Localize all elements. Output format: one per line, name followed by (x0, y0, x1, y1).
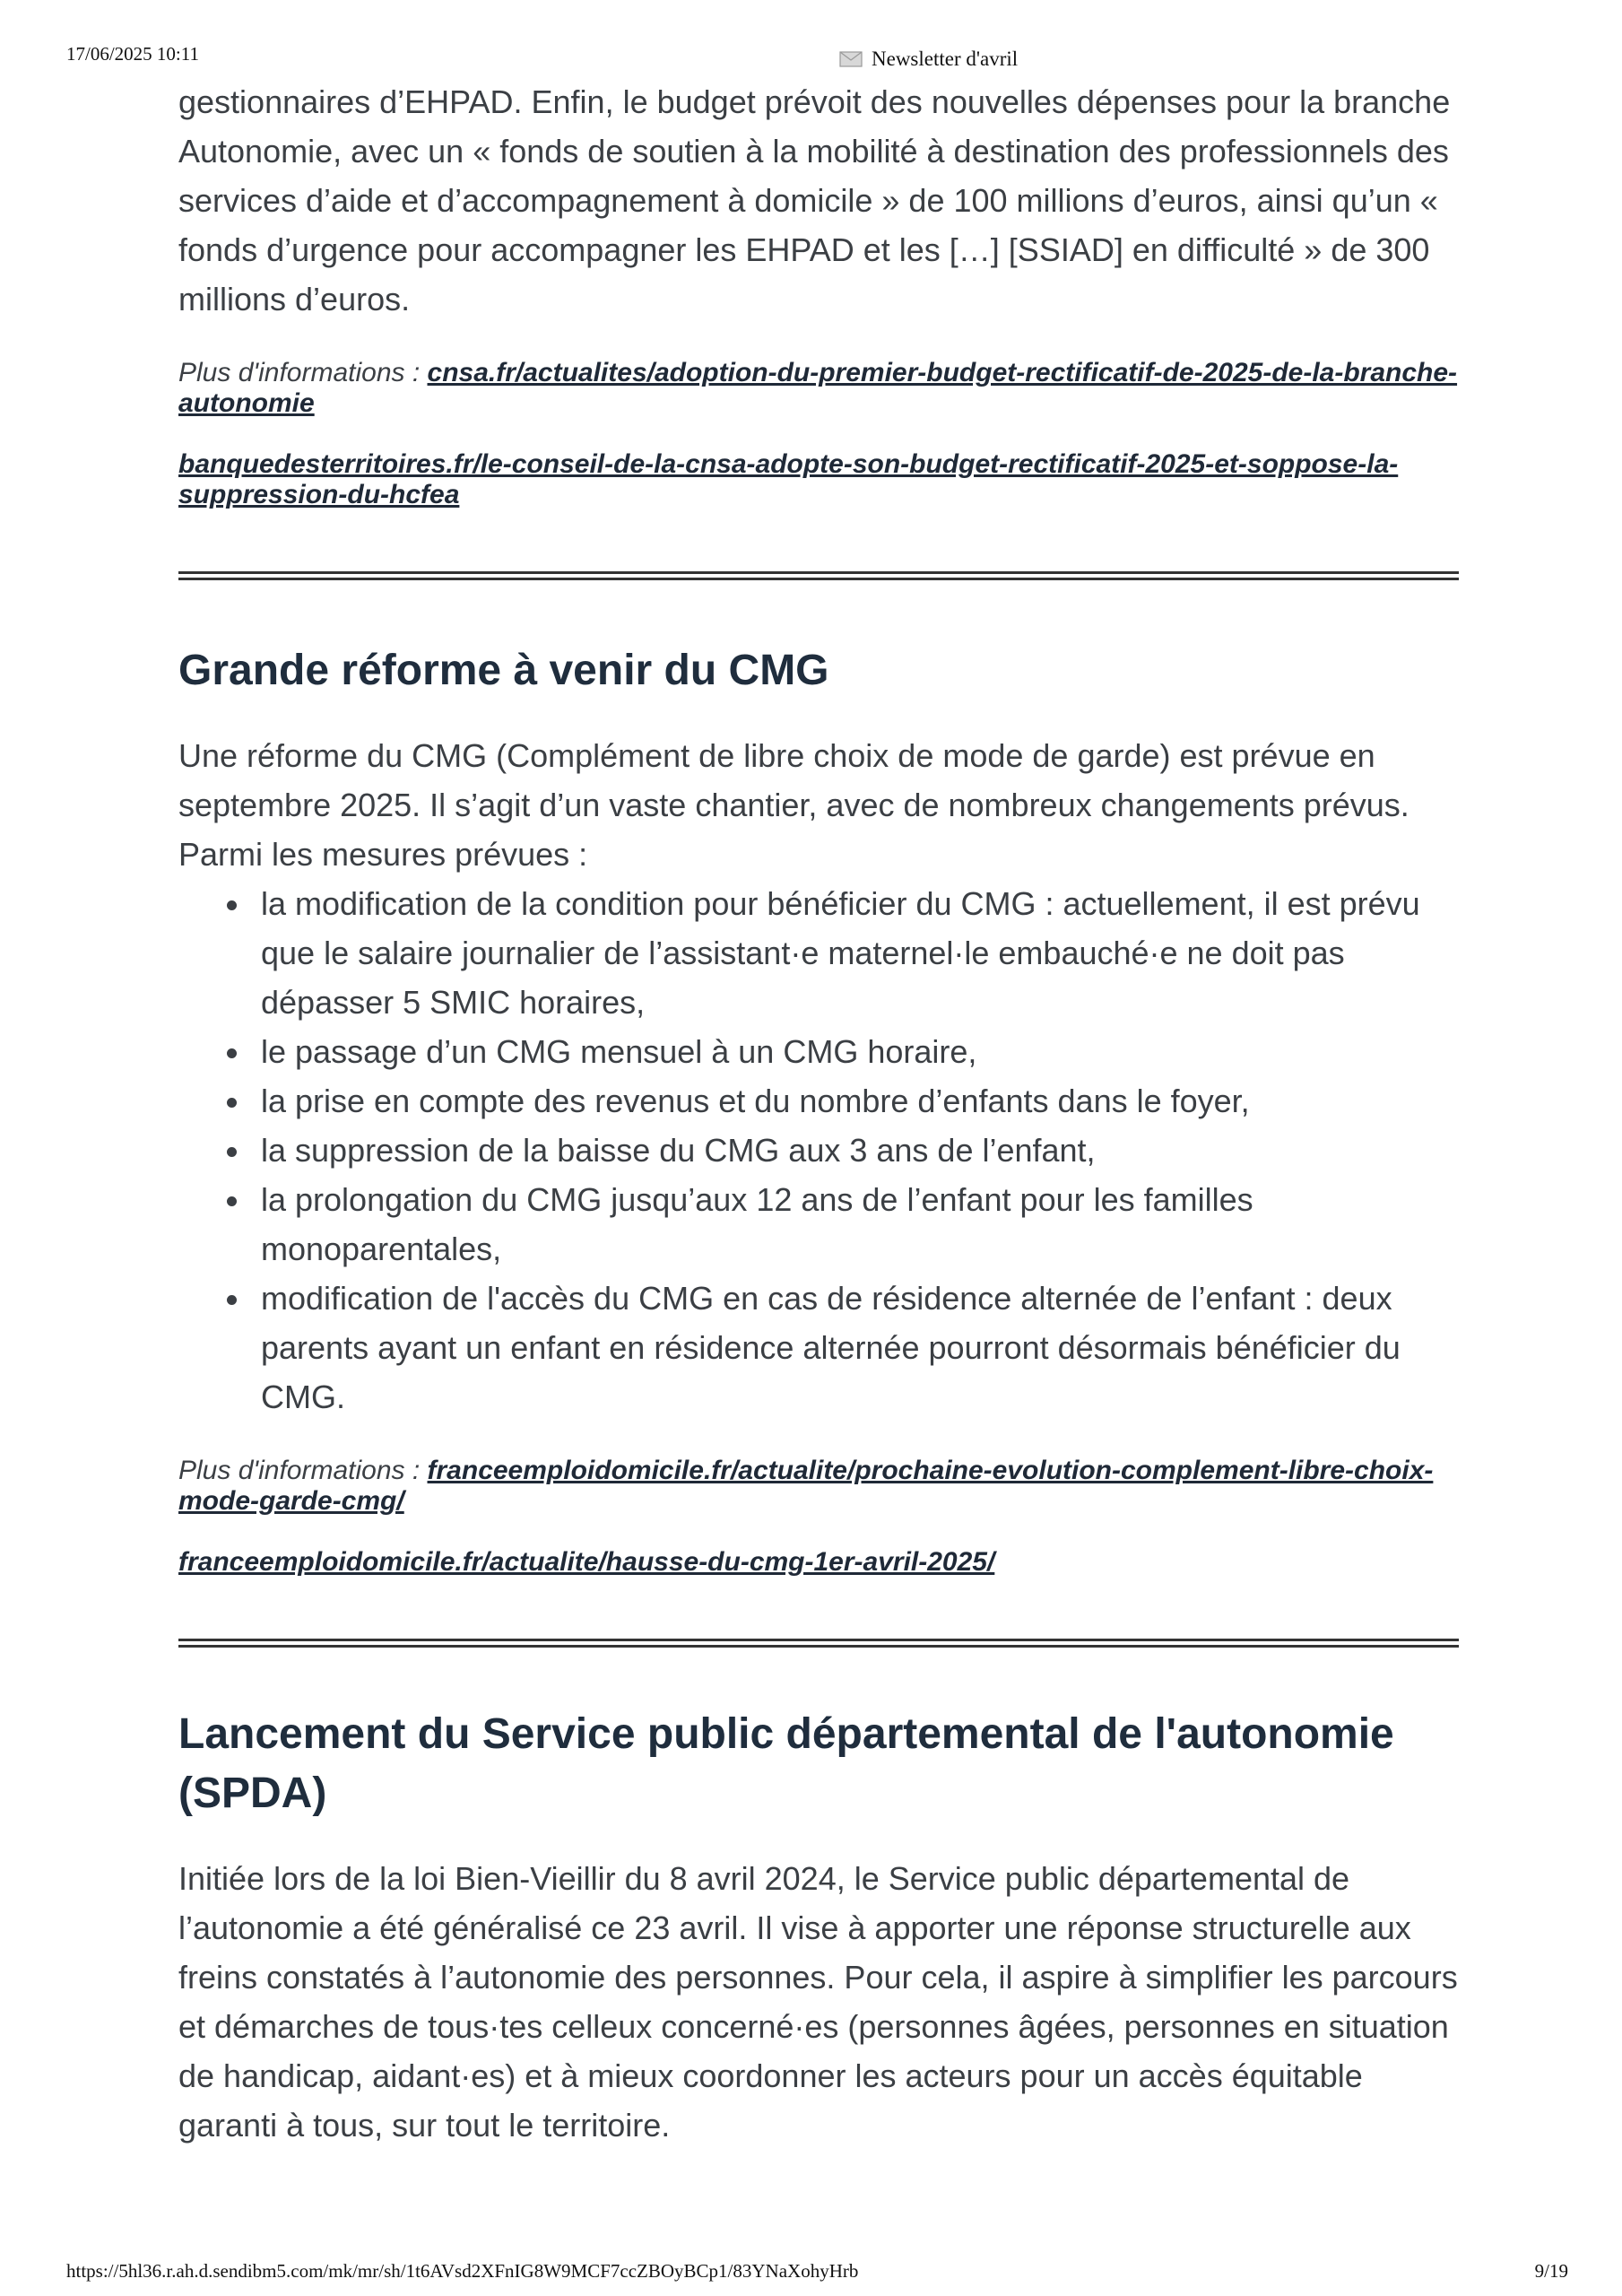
section-divider (178, 1639, 1459, 1648)
list-item: modification de l'accès du CMG en cas de résidence alternée de l’enfant : deux parents ayant un enfant en résidence alternée pourront désormais bénéficier du CMG. (261, 1274, 1459, 1422)
section-divider (178, 571, 1459, 580)
budget-info (178, 358, 1459, 419)
link-france-emploi-domicile-evolution[interactable]: franceemploidomicile.fr/actualite/prochaine-evolution-complement-libre-choix-mode-garde-cmg/ (178, 1456, 1434, 1516)
link-banquedesterritoires[interactable]: banquedesterritoires.fr/le-conseil-de-la-cnsa-adopte-son-budget-rectificatif-2025-et-soppose-la-suppression-du-hcfea (178, 449, 1399, 509)
newsletter-title: Newsletter d'avril (872, 48, 1019, 70)
envelope-icon (839, 51, 863, 67)
budget-link-line (178, 449, 1459, 510)
list-item: la prolongation du CMG jusqu’aux 12 ans de l’enfant pour les familles monoparentales, (261, 1175, 1459, 1274)
print-footer-url: https://5hl36.r.ah.d.sendibm5.com/mk/mr/sh/1t6AVsd2XFnIG8W9MCF7ccZBOyBCp1/83YNaXohyHrb (66, 2260, 859, 2282)
cmg-info (178, 1456, 1459, 1517)
info-prefix: Plus d'informations : (178, 1456, 428, 1485)
cmg-measures-list (178, 879, 1459, 1422)
link-france-emploi-domicile-hausse[interactable]: franceemploidomicile.fr/actualite/hausse-du-cmg-1er-avril-2025/ (178, 1547, 995, 1577)
list-item: le passage d’un CMG mensuel à un CMG horaire, (261, 1027, 1459, 1076)
newsletter-content (178, 77, 1459, 2150)
cmg-intro-paragraph: Une réforme du CMG (Complément de libre choix de mode de garde) est prévue en septembre 2025. Il s’agit d’un vaste chantier, avec de nombreux changements prévus. Parmi les mesures prévues : (178, 737, 1409, 873)
list-item: la modification de la condition pour bénéficier du CMG : actuellement, il est prévu que le salaire journalier de l’assistant·e maternel·le embauché·e ne doit pas dépasser 5 SMIC horaires, (261, 879, 1459, 1027)
print-header-title (839, 48, 1018, 71)
link-cnsa[interactable]: cnsa.fr/actualites/adoption-du-premier-budget-rectificatif-de-2025-de-la-branche-autonomie (178, 358, 1458, 418)
spda-section-title: Lancement du Service public départemental de l'autonomie (SPDA) (178, 1710, 1394, 1817)
spda-paragraph: Initiée lors de la loi Bien-Vieillir du 8 avril 2024, le Service public départemental de l’autonomie a été généralisé ce 23 avril. Il vise à apporter une réponse structurelle aux freins constatés à l’autonomie des personnes. Pour cela, il aspire à simplifier les parcours et démarches de tous·tes celleux concerné·es (personnes âgées, personnes en situation de handicap, aidant·es) et à mieux coordonner les acteurs pour un accès équitable garanti à tous, sur tout le territoire. (178, 1860, 1458, 2144)
list-item: la suppression de la baisse du CMG aux 3 ans de l’enfant, (261, 1126, 1459, 1175)
list-item: la prise en compte des revenus et du nombre d’enfants dans le foyer, (261, 1076, 1459, 1126)
info-prefix: Plus d'informations : (178, 358, 428, 387)
cmg-link-line (178, 1547, 1459, 1578)
print-footer-page-number: 9/19 (1534, 2260, 1568, 2282)
cmg-section-title: Grande réforme à venir du CMG (178, 647, 829, 694)
budget-paragraph: gestionnaires d’EHPAD. Enfin, le budget prévoit des nouvelles dépenses pour la branche Autonomie, avec un « fonds de soutien à la mobilité à destination des professionnels des services d’aide et d’accompagnement à domicile » de 100 millions d’euros, ainsi qu’un « fonds d’urgence pour accompagner les EHPAD et les […] [SSIAD] en difficulté » de 300 millions d’euros. (178, 83, 1451, 317)
print-header-datetime: 17/06/2025 10:11 (66, 43, 199, 65)
